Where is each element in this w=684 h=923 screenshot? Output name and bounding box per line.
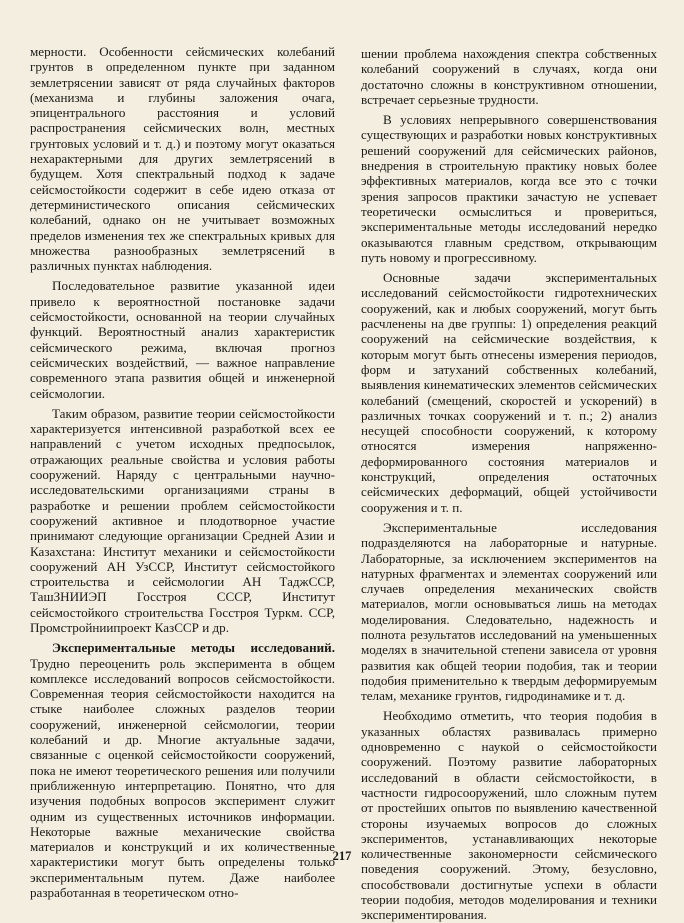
paragraph: Последовательное развитие указанной идеи привело к вероятностной постановке задачи сейсмостойкости, основанной на теории случайных функций. Вероятностный анализ характеристик сейсмического режима, включая прогноз сейсмических воздействий, — важное направление современного этапа развития общей и инженерной сейсмологии. [30, 278, 335, 401]
paragraph: Основные задачи экспериментальных исследований сейсмостойкости гидротехнических сооружений, как и любых сооружений, могут быть расчленены на две группы: 1) определения реакций сооружений на сейсмические воздействия, к которым могут быть отнесены измерения периодов, форм и затуханий собственных колебаний, выявления кинематических элементов сейсмических колебаний (смещений, скоростей и ускорений) в различных точках сооружений и т. п.; 2) анализ несущей способности сооружений, к которому относятся измерения напряженно-деформированного состояния материалов и конструкций, определения остаточных сейсмических деформаций, общей устойчивости сооружения и т. п. [361, 270, 657, 515]
paragraph: В условиях непрерывного совершенствования существующих и разработки новых конструктивных решений сооружений для сейсмических районов, внедрения в строительную практику новых более эффективных материалов, когда все это с точки зрения запросов практики зачастую не успевает теоретически осмыслиться и провериться, экспериментальные методы исследований нередко оказываются главным средством, открывающим путь новому и прогрессивному. [361, 112, 657, 265]
paragraph-text: Трудно переоценить роль эксперимента в общем комплексе исследований вопросов сейсмостойкости. Современная теория сейсмостойкости находится на стыке наиболее сложных разделов теории сооружений, инженерной сейсмологии, теории колебаний и др. Многие актуальные задачи, связанные с оценкой сейсмостойкости сооружений, пока не имеют теоретического решения или получили приближенную интерпретацию. Понятно, что для изучения подобных вопросов эксперимент служит одним из существенных источников информации. Некоторые важные механические свойства материалов и конструкций и их количественные характеристики могут быть определены только экспериментальным путем. Даже наиболее разработанная в теоретическом отно- [30, 655, 335, 901]
paragraph: мерности. Особенности сейсмических колебаний грунтов в определенном пункте при заданном землетрясении зависят от ряда случайных факторов (механизма и глубины заложения очага, эпицентрального расстояния и условий распространения сейсмических волн, местных грунтовых условий и т. д.) и поэтому могут оказаться нехарактерными для других землетрясений в будущем. Хотя спектральный подход к задаче сейсмостойкости содержит в себе идею отказа от детерминистического описания сейсмических колебаний, однако он не учитывает возможных пределов изменения тех же спектральных кривых для множества разнообразных землетрясений в различных пунктах наблюдения. [30, 44, 335, 274]
paragraph: Экспериментальные исследования подразделяются на лабораторные и натурные. Лабораторные, за исключением экспериментов на натурных фрагментах и элементах сооружений или случаев определения механических свойств материалов, могли основываться лишь на методах моделирования. Следовательно, надежность и полнота результатов исследований на уменьшенных моделях в значительной степени зависела от уровня развития как общей теории подобия, так и теории подобия применительно к твердым деформируемым телам, механике грунтов, гидродинамике и т. д. [361, 519, 657, 704]
paragraph: шении проблема нахождения спектра собственных колебаний сооружений в случаях, когда они достаточно сложны в конструктивном отношении, встречает серьезные трудности. [361, 46, 657, 107]
paragraph: Необходимо отметить, что теория подобия в указанных областях развивалась примерно одновременно с наукой о сейсмостойкости сооружений. Поэтому развитие лабораторных исследований в области сейсмостойкости, в частности гидросооружений, шло сложным путем от простейших опытов по выявлению качественной стороны изучаемых вопросов до сложных экспериментов, устанавливающих некоторые количественные закономерности сейсмического поведения сооружений. Этому, безусловно, способствовали достигнутые успехи в области теории подобия, методов моделирования и техники экспериментирования. [361, 708, 657, 923]
paragraph: Таким образом, развитие теории сейсмостойкости характеризуется интенсивной разработкой всех ее направлений с учетом исходных предпосылок, отражающих реальные свойства и условия работы сооружений. Наряду с центральными научно-исследовательскими организациями страны в разработке и решении проблем сейсмостойкости сооружений активное и плодотворное участие принимают следующие организации Средней Азии и Казахстана: Институт механики и сейсмостойкости сооружений АН УзССР, Институт сейсмостойкого строительства и сейсмологии АН ТаджССР, ТашЗНИИЭП Госстроя СССР, Институт сейсмостойкого строительства Госстроя Туркм. ССР, Промстройниипроект КазССР и др. [30, 405, 335, 635]
right-text-column [361, 46, 657, 923]
section-heading: Экспериментальные методы исследований. [52, 640, 335, 656]
left-text-column [30, 44, 335, 900]
page-number: 217 [332, 849, 352, 863]
